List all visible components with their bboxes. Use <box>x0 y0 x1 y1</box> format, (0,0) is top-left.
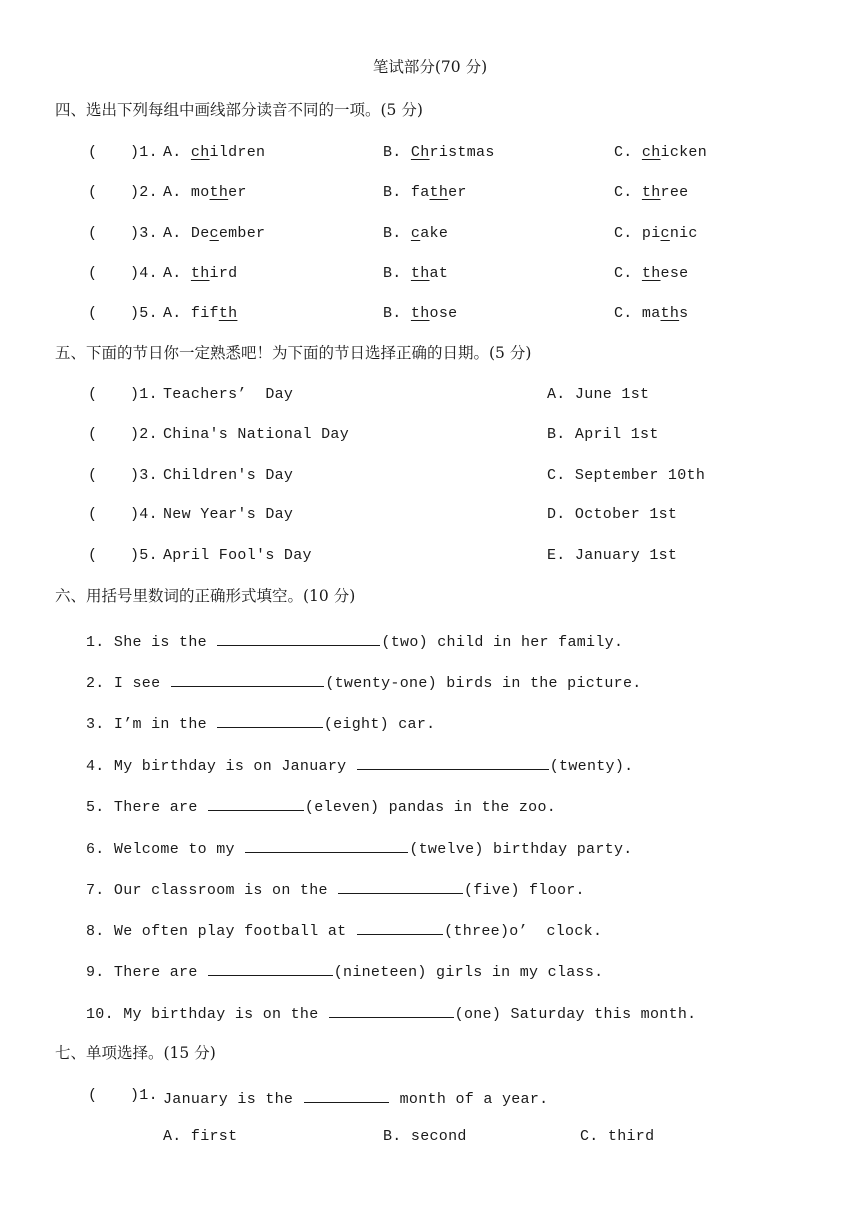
section4-heading: 四、选出下列每组中画线部分读音不同的一项。(5 分) <box>55 101 423 119</box>
date-option: A. June 1st <box>547 386 650 403</box>
underlined-sound: th <box>660 305 680 322</box>
sentence-end: (one) Saturday this month. <box>454 1006 697 1023</box>
word-part: ese <box>660 265 689 282</box>
option-letter: A. <box>163 144 191 161</box>
question-paren: ( <box>88 467 98 484</box>
word-part: ree <box>660 184 689 201</box>
word-part: pi <box>641 225 661 242</box>
fill-blank-item <box>86 838 633 857</box>
fill-blank-item <box>86 879 585 898</box>
word-part: nic <box>669 225 698 242</box>
option-letter: B. <box>383 144 411 161</box>
word-part: ristmas <box>429 144 495 161</box>
choice-option: A. first <box>163 1128 238 1145</box>
answer-blank <box>304 1088 390 1103</box>
sentence-start: 4. My birthday is on January <box>86 758 356 775</box>
question-number: )3. <box>130 467 158 484</box>
word-part: ember <box>218 225 266 242</box>
option-letter: C. <box>614 225 642 242</box>
option-c <box>614 185 688 200</box>
question-number: )1. <box>130 386 158 403</box>
answer-blank <box>245 838 408 853</box>
festival-name: April Fool's Day <box>163 547 312 564</box>
option-b <box>383 185 467 200</box>
word-part: ake <box>420 225 449 242</box>
question-number: )2. <box>130 426 158 443</box>
sentence-start: 7. Our classroom is on the <box>86 882 338 899</box>
fill-blank-item <box>86 672 642 691</box>
question-number: )1. <box>130 144 158 161</box>
fill-blank-item <box>86 961 603 980</box>
question-number: )4. <box>130 265 158 282</box>
answer-blank <box>208 796 304 811</box>
section5-heading: 五、下面的节日你一定熟悉吧！为下面的节日选择正确的日期。(5 分) <box>55 344 532 362</box>
option-b <box>383 306 457 321</box>
sentence-end: (eleven) pandas in the zoo. <box>304 799 557 816</box>
festival-name: New Year's Day <box>163 506 294 523</box>
option-c <box>614 145 707 160</box>
page-title: 笔试部分(70 分) <box>372 58 488 76</box>
date-option: D. October 1st <box>547 506 678 523</box>
answer-blank <box>217 631 380 646</box>
option-letter: B. <box>383 184 411 201</box>
question-paren: ( <box>88 225 98 242</box>
option-letter: A. <box>163 305 191 322</box>
sentence-start: 3. I’m in the <box>86 716 217 733</box>
word-part: ose <box>429 305 458 322</box>
question-paren: ( <box>88 386 98 403</box>
underlined-sound: th <box>209 184 229 201</box>
question-paren: ( <box>88 506 98 523</box>
question-number: )3. <box>130 225 158 242</box>
option-letter: A. <box>163 184 191 201</box>
fill-blank-item <box>86 1003 696 1022</box>
option-b <box>383 266 448 281</box>
answer-blank <box>217 713 323 728</box>
word-part: ird <box>209 265 238 282</box>
option-letter: C. <box>614 144 642 161</box>
word-part: fif <box>190 305 219 322</box>
question-paren: ( <box>88 547 98 564</box>
fill-blank-item <box>86 796 556 815</box>
option-a <box>163 306 237 321</box>
sentence-start: 6. Welcome to my <box>86 841 245 858</box>
sentence-start: 1. She is the <box>86 634 217 651</box>
section6-heading: 六、用括号里数词的正确形式填空。(10 分) <box>55 587 356 605</box>
word-part: ildren <box>209 144 266 161</box>
option-a <box>163 145 265 160</box>
option-c <box>614 306 688 321</box>
festival-name: Teachers’ Day <box>163 386 294 403</box>
question-number: )2. <box>130 184 158 201</box>
underlined-sound: c <box>410 225 421 242</box>
question-paren: ( <box>88 1087 98 1104</box>
fill-blank-item <box>86 755 633 774</box>
option-letter: B. <box>383 305 411 322</box>
underlined-sound: Ch <box>410 144 430 161</box>
option-letter: A. <box>163 265 191 282</box>
underlined-sound: ch <box>190 144 210 161</box>
question-stem <box>163 1088 548 1107</box>
answer-blank <box>208 961 333 976</box>
option-letter: B. <box>383 225 411 242</box>
choice-option: B. second <box>383 1128 467 1145</box>
sentence-start: 10. My birthday is on the <box>86 1006 328 1023</box>
underlined-sound: th <box>410 305 430 322</box>
underlined-sound: th <box>641 184 661 201</box>
question-number: )1. <box>130 1087 158 1104</box>
question-paren: ( <box>88 144 98 161</box>
option-letter: A. <box>163 225 191 242</box>
option-letter: C. <box>614 184 642 201</box>
underlined-sound: th <box>429 184 449 201</box>
section7-heading: 七、单项选择。(15 分) <box>55 1044 216 1062</box>
question-paren: ( <box>88 426 98 443</box>
festival-name: China's National Day <box>163 426 350 443</box>
date-option: B. April 1st <box>547 426 659 443</box>
option-letter: B. <box>383 265 411 282</box>
answer-blank <box>357 920 443 935</box>
word-part: er <box>448 184 467 201</box>
word-part: icken <box>660 144 708 161</box>
question-paren: ( <box>88 305 98 322</box>
option-b <box>383 226 448 241</box>
question-paren: ( <box>88 265 98 282</box>
underlined-sound: th <box>218 305 238 322</box>
answer-blank <box>329 1003 454 1018</box>
sentence-end: (five) floor. <box>463 882 585 899</box>
answer-blank <box>338 879 463 894</box>
option-a <box>163 185 247 200</box>
option-a <box>163 226 265 241</box>
festival-name: Children's Day <box>163 467 294 484</box>
sentence-end: (two) child in her family. <box>381 634 624 651</box>
answer-blank <box>357 755 549 770</box>
word-part: at <box>429 265 449 282</box>
choice-option: C. third <box>580 1128 655 1145</box>
word-part: fa <box>410 184 430 201</box>
option-letter: C. <box>614 305 642 322</box>
sentence-start: 5. There are <box>86 799 207 816</box>
option-c <box>614 226 698 241</box>
date-option: C. September 10th <box>547 467 706 484</box>
option-a <box>163 266 237 281</box>
underlined-sound: ch <box>641 144 661 161</box>
underlined-sound: c <box>209 225 219 242</box>
fill-blank-item <box>86 713 435 732</box>
underlined-sound: th <box>410 265 430 282</box>
question-number: )5. <box>130 547 158 564</box>
sentence-end: (three)o’ clock. <box>444 923 603 940</box>
sentence-end: (twelve) birthday party. <box>409 841 633 858</box>
word-part: De <box>190 225 210 242</box>
fill-blank-item <box>86 920 602 939</box>
option-c <box>614 266 688 281</box>
sentence-end: (twenty-one) birds in the picture. <box>325 675 642 692</box>
stem-start: January is the <box>163 1091 303 1108</box>
underlined-sound: th <box>641 265 661 282</box>
date-option: E. January 1st <box>547 547 678 564</box>
option-b <box>383 145 495 160</box>
sentence-start: 9. There are <box>86 964 207 981</box>
sentence-start: 8. We often play football at <box>86 923 356 940</box>
underlined-sound: th <box>190 265 210 282</box>
word-part: er <box>228 184 247 201</box>
word-part: s <box>679 305 689 322</box>
word-part: ma <box>641 305 661 322</box>
sentence-end: (nineteen) girls in my class. <box>333 964 604 981</box>
option-letter: C. <box>614 265 642 282</box>
word-part: mo <box>190 184 210 201</box>
fill-blank-item <box>86 631 623 650</box>
sentence-end: (twenty). <box>549 758 634 775</box>
question-paren: ( <box>88 184 98 201</box>
question-number: )4. <box>130 506 158 523</box>
stem-end: month of a year. <box>390 1091 549 1108</box>
question-number: )5. <box>130 305 158 322</box>
sentence-start: 2. I see <box>86 675 170 692</box>
underlined-sound: c <box>660 225 670 242</box>
sentence-end: (eight) car. <box>323 716 436 733</box>
answer-blank <box>171 672 325 687</box>
